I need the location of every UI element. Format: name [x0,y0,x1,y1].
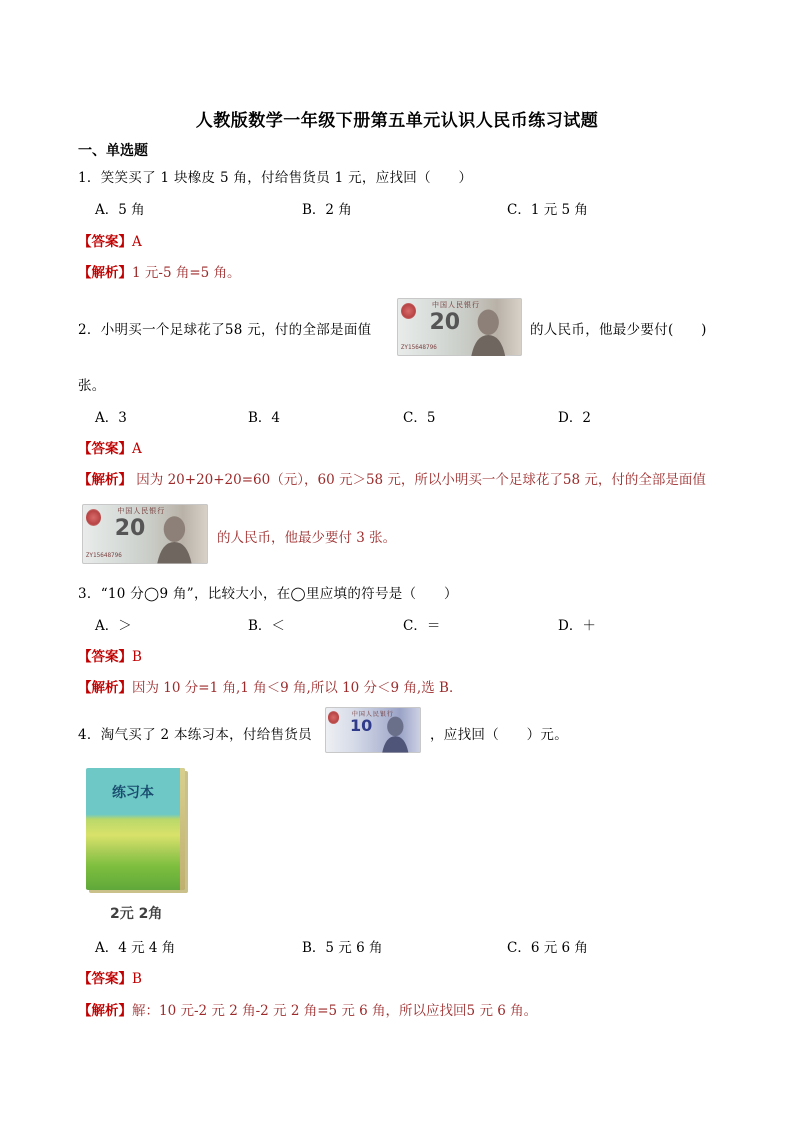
q2-analysis-line2: 的人民币，他最少要付 3 张。 [217,530,397,546]
portrait-icon [379,711,412,753]
q1-analysis [78,261,241,281]
banknote-denomination: 20 [114,516,146,542]
q4-option-c: C．6 元 6 角 [507,940,588,956]
exercise-book-label: 练习本 [112,785,154,801]
analysis-tag: 【解析】 [78,265,132,281]
q3-analysis-text: 因为 10 分=1 角,1 角＜9 角,所以 10 分＜9 角,选 B． [132,680,463,696]
q1-option-c: C．1 元 5 角 [507,202,588,218]
question-3-text: 3．“10 分◯9 角”，比较大小，在◯里应填的符号是（ ） [78,586,458,602]
q4-answer: 【答案】B [78,971,142,987]
portrait-icon [153,509,196,564]
banknote-20-image [397,298,522,356]
q2-option-d: D．2 [558,410,591,426]
question-2-text-after: 的人民币，他最少要付( ) [530,322,707,338]
page-title: 人教版数学一年级下册第五单元认识人民币练习试题 [195,111,599,131]
national-emblem-icon [86,509,101,526]
q2-answer-value: A [132,441,142,457]
q1-answer-value: A [132,234,142,250]
bank-name: 中国人民银行 [117,507,166,516]
q2-analysis-line1: 因为 20+20+20=60（元），60 元＞58 元，所以小明买一个足球花了58 元，付的全部是面值 [132,472,706,488]
banknote-serial: ZY15648796 [400,344,437,352]
banknote-10-image [325,707,421,753]
q4-analysis: 【解析】解：10 元-2 元 2 角-2 元 2 角=5 元 6 角，所以应找回5 元 6 角。 [78,1003,538,1019]
q2-analysis-line2-wrap [217,526,396,546]
answer-tag: 【答案】 [78,234,132,250]
banknote-20-image-analysis [82,504,208,564]
exercise-book-price: 2元 2角 [110,906,163,922]
q3-answer-value: B [132,649,142,665]
bank-name: 中国人民银行 [351,710,394,718]
q1-option-a: A．5 角 [95,202,145,218]
q2-option-b: B．4 [248,410,281,426]
q4-option-a: A．4 元 4 角 [95,940,176,956]
q3-option-b: B．＜ [248,618,285,634]
q2-answer: 【答案】A [78,441,142,457]
question-2-text-before: 2．小明买一个足球花了58 元，付的全部是面值 [78,322,372,338]
q3-analysis: 【解析】因为 10 分=1 角,1 角＜9 角,所以 10 分＜9 角,选 B． [78,680,463,696]
q4-answer-value: B [132,971,142,987]
question-1-text: 1．笑笑买了 1 块橡皮 5 角，付给售货员 1 元，应找回（ ） [78,170,473,186]
q1-analysis-text: 1 元-5 角=5 角。 [132,265,241,281]
national-emblem-icon [328,711,340,724]
banknote-denomination: 10 [349,716,373,736]
q4-analysis-text: 解：10 元-2 元 2 角-2 元 2 角=5 元 6 角，所以应找回5 元 6 角。 [132,1003,538,1019]
q1-option-b: B．2 角 [302,202,352,218]
q2-option-a: A．3 [95,410,127,426]
q4-option-b: B．5 元 6 角 [302,940,383,956]
book-spine [180,768,185,890]
question-4-text-before: 4．淘气买了 2 本练习本，付给售货员 [78,727,312,743]
q1-answer [78,230,142,250]
q3-answer: 【答案】B [78,649,142,665]
q2-analysis: 【解析】 因为 20+20+20=60（元），60 元＞58 元，所以小明买一个足球花了58 元，付的全部是面值 [78,472,706,488]
q3-option-a: A．＞ [95,618,132,634]
q3-option-d: D．＋ [558,618,596,634]
bank-name: 中国人民银行 [432,301,480,310]
section-heading: 一、单选题 [78,143,148,159]
banknote-denomination: 20 [429,309,461,335]
national-emblem-icon [401,303,416,319]
banknote-serial: ZY15648796 [85,552,122,560]
q3-option-c: C．＝ [403,618,441,634]
question-2-text-cont: 张。 [78,378,106,394]
q2-option-c: C．5 [403,410,436,426]
portrait-icon [467,303,510,356]
question-4-text-after: ，应找回（ ）元。 [430,727,568,743]
exercise-book-image [86,768,185,890]
